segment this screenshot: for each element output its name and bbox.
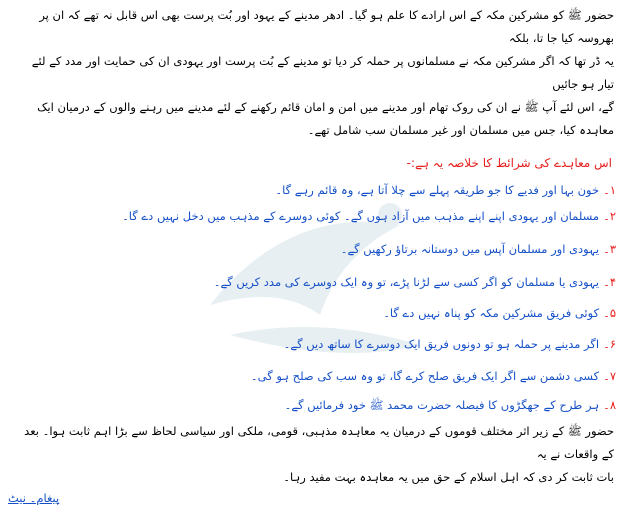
condition-text: مسلمان اور یہودی اپنے اپنے مذہب میں آزاد ہوں گے۔ کوئی دوسرے کے مذہب میں دخل نہیں دے گا۔ [122,209,600,223]
condition-number: ۴۔ [603,275,616,289]
conditions-heading: اس معاہدے کی شرائط کا خلاصہ یہ ہے:- [406,156,612,170]
footer-link[interactable]: پیغام۔ نیٹ [8,491,60,505]
condition-text: خون بہا اور فدیے کا جو طریقہ پہلے سے چلا آتا ہے، وہ قائم رہے گا۔ [275,183,600,197]
conclusion-line-1: حضور ﷺ کے زیر اثر مختلف قوموں کے درمیان یہ معاہدہ مذہبی، قومی، ملکی اور سیاسی لحاظ سے بڑا اہم ثابت ہوا۔ بعد کے واقعات نے یہ [24,424,614,461]
condition-text: اگر مدینے پر حملہ ہو تو دونوں فریق ایک دوسرے کا ساتھ دیں گے۔ [283,337,600,351]
conclusion-paragraph [14,420,614,489]
condition-number: ۶۔ [603,337,616,351]
condition-text: کسی دشمن سے اگر ایک فریق صلح کرے گا، تو وہ سب کی صلح ہو گی۔ [250,369,600,383]
intro-line-2: یہ ڈر تھا کہ اگر مشرکین مکہ نے مسلمانوں پر حملہ کر دیا تو مدینے کے بُت پرست اور یہودی ان کی حمایت اور مدد کے لئے تیار ہو جائیں [31,54,614,91]
condition-item-5 [14,304,616,322]
condition-number: ۳۔ [603,242,616,256]
intro-line-4: معاہدہ کیا، جس میں مسلمان اور غیر مسلمان سب شامل تھے۔ [307,123,614,137]
condition-item-6 [14,335,616,353]
condition-item-2 [14,207,616,225]
condition-text: یہودی اور مسلمان آپس میں دوستانہ برتاؤ رکھیں گے۔ [340,242,600,256]
intro-line-1: حضور ﷺ کو مشرکین مکہ کے اس ارادے کا علم ہو گیا۔ ادھر مدینے کے یہود اور بُت پرست بھی اس قابل نہ تھے کہ ان پر بھروسہ کیا جا تا، بلکہ [39,8,614,45]
intro-line-3: گے، اس لئے آپ ﷺ نے ان کی روک تھام اور مدینے میں امن و امان قائم رکھنے کے لئے مدینے میں رہنے والوں کے درمیان ایک [37,100,614,114]
condition-number: ۱۔ [603,183,616,197]
conclusion-line-2: بات ثابت کر دی کہ اہل اسلام کے حق میں یہ معاہدہ بہت مفید رہا۔ [283,470,614,484]
condition-item-3 [14,240,616,258]
condition-text: کوئی فریق مشرکین مکہ کو پناہ نہیں دے گا۔ [383,306,600,320]
condition-item-4 [14,273,616,291]
condition-number: ۲۔ [603,209,616,223]
condition-text: ہر طرح کے جھگڑوں کا فیصلہ حضرت محمد ﷺ خود فرمائیں گے۔ [284,398,600,412]
condition-text: یہودی یا مسلمان کو اگر کسی سے لڑنا پڑے، تو وہ ایک دوسرے کی مدد کریں گے۔ [213,275,600,289]
intro-paragraph [14,4,614,142]
condition-number: ۸۔ [603,398,616,412]
condition-item-7 [14,367,616,385]
condition-item-8 [14,396,616,414]
condition-number: ۷۔ [603,369,616,383]
condition-number: ۵۔ [603,306,616,320]
condition-item-1 [14,181,616,199]
